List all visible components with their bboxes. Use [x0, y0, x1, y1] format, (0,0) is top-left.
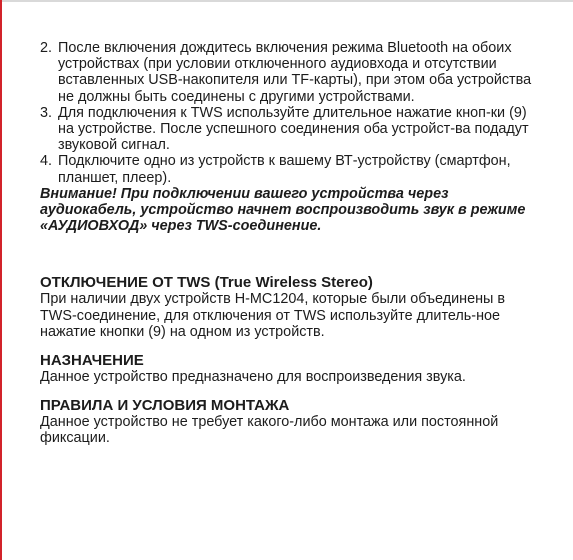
warning-note: [40, 186, 545, 235]
step-number: 4.: [40, 153, 53, 170]
step-text: После включения дождитесь включения режима Bluetooth на обоих устройствах (при условии отключенного аудиовхода и отсутствии вставленных USB-накопителя или TF-карты), при этом оба устройства не должны быть соединены с другими устройствами.: [58, 40, 532, 105]
top-edge: [0, 0, 573, 2]
step-text: Для подключения к TWS используйте длительное нажатие кноп-ки (9) на устройстве. После успешного соединения оба устройст-ва подадут звуковой сигнал.: [58, 104, 529, 154]
step-item: [40, 40, 545, 105]
step-item: [40, 105, 545, 154]
manual-page: [40, 40, 545, 447]
red-margin-rule: [0, 0, 2, 560]
section-title-purpose: НАЗНАЧЕНИЕ: [40, 352, 144, 370]
step-text: Подключите одно из устройств к вашему ВТ-устройству (смартфон, планшет, плеер).: [58, 153, 511, 186]
step-number: 2.: [40, 40, 53, 56]
section-title-tws-off: ОТКЛЮЧЕНИЕ ОТ TWS (True Wireless Stereo): [40, 274, 373, 292]
section-text-tws-off: При наличии двух устройств H-MC1204, которые были объединены в TWS-соединение, для отключения от TWS используйте длитель-ное нажатие кнопки (9) на одном из устройств.: [40, 291, 506, 340]
warning-text: При подключении вашего устройства через аудиокабель, устройство начнет воспроизводить звук в режиме «АУДИОВХОД» через TWS-соединение.: [40, 185, 526, 235]
step-number: 3.: [40, 104, 53, 121]
warning-label: Внимание!: [40, 185, 117, 202]
step-item: [40, 153, 545, 185]
connection-steps: [40, 40, 545, 186]
section-title-mounting: ПРАВИЛА И УСЛОВИЯ МОНТАЖА: [40, 397, 290, 415]
section-text-purpose: Данное устройство предназначено для воспроизведения звука.: [40, 369, 466, 386]
section-text-mounting: Данное устройство не требует какого-либо монтажа или постоянной фиксации.: [40, 414, 499, 447]
